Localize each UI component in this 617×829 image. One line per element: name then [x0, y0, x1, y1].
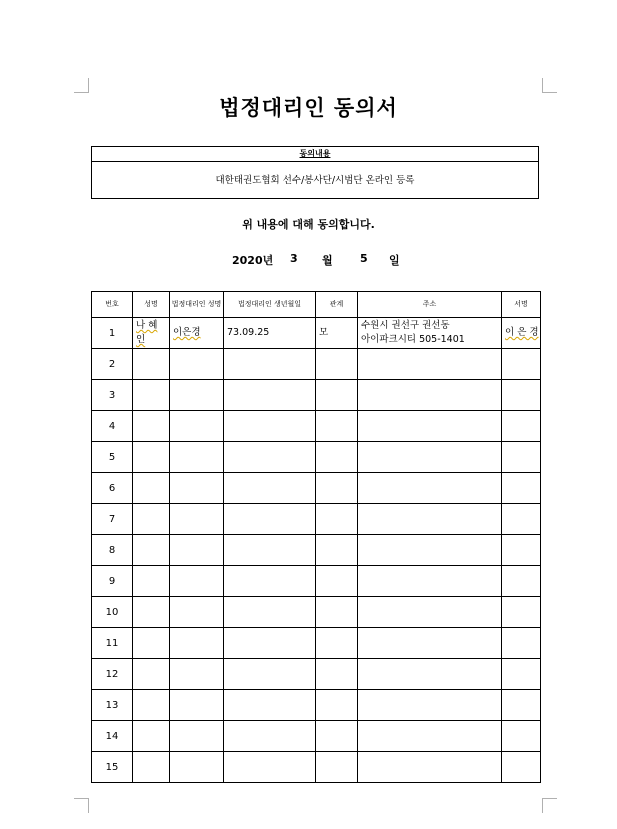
table-row [92, 628, 541, 659]
row-number: 9 [92, 566, 133, 597]
cell-guardian-name [170, 504, 224, 535]
row-number: 13 [92, 690, 133, 721]
crop-mark-bottom-right [542, 798, 557, 813]
cell-name [133, 411, 170, 442]
cell-guardian-birth [224, 659, 316, 690]
cell-relation [316, 597, 358, 628]
cell-guardian-birth [224, 690, 316, 721]
cell-address [358, 566, 502, 597]
cell-address [358, 504, 502, 535]
cell-relation [316, 411, 358, 442]
cell-relation [316, 721, 358, 752]
cell-signature [502, 442, 541, 473]
cell-signature [502, 566, 541, 597]
cell-signature [502, 659, 541, 690]
header-guardian-name: 법정대리인 성명 [170, 292, 224, 318]
cell-relation [316, 380, 358, 411]
cell-name [133, 566, 170, 597]
guardian-name-text: 이은경 [173, 327, 201, 338]
cell-signature [502, 411, 541, 442]
cell-guardian-name [170, 752, 224, 783]
row-number: 4 [92, 411, 133, 442]
cell-address [358, 349, 502, 380]
cell-name [133, 473, 170, 504]
cell-relation [316, 628, 358, 659]
row-number: 5 [92, 442, 133, 473]
signature-text: 이 은 경 [505, 327, 539, 338]
crop-mark-top-right [542, 78, 557, 93]
cell-address [358, 628, 502, 659]
cell-guardian-birth [224, 473, 316, 504]
cell-address [358, 473, 502, 504]
cell-address [358, 411, 502, 442]
table-row [92, 752, 541, 783]
header-name: 성명 [133, 292, 170, 318]
table-row [92, 597, 541, 628]
cell-guardian-name [170, 380, 224, 411]
cell-guardian-name [170, 411, 224, 442]
row-number: 3 [92, 380, 133, 411]
cell-guardian-name [170, 442, 224, 473]
cell-guardian-name [170, 628, 224, 659]
cell-guardian-name [170, 721, 224, 752]
agree-statement: 위 내용에 대해 동의합니다. [242, 218, 375, 231]
address-line-1: 수원시 권선구 권선동 [361, 320, 450, 331]
row-number: 14 [92, 721, 133, 752]
registration-table [91, 291, 541, 783]
cell-guardian-birth [224, 411, 316, 442]
cell-guardian-name [170, 318, 224, 349]
cell-address [358, 752, 502, 783]
cell-relation [316, 473, 358, 504]
cell-guardian-birth [224, 566, 316, 597]
cell-address [358, 380, 502, 411]
table-row [92, 690, 541, 721]
cell-signature [502, 380, 541, 411]
crop-mark-bottom-left [74, 798, 89, 813]
relation-text: 모 [319, 327, 329, 338]
cell-guardian-birth [224, 504, 316, 535]
cell-guardian-name [170, 349, 224, 380]
cell-signature [502, 504, 541, 535]
cell-address [358, 535, 502, 566]
date-day-number: 5 [360, 252, 368, 265]
table-row [92, 473, 541, 504]
cell-signature [502, 473, 541, 504]
table-row [92, 442, 541, 473]
cell-guardian-birth [224, 628, 316, 659]
cell-name [133, 628, 170, 659]
table-row [92, 380, 541, 411]
row-number: 11 [92, 628, 133, 659]
row-number: 1 [92, 318, 133, 349]
cell-name [133, 380, 170, 411]
date-month-label: 월 [322, 254, 333, 267]
cell-guardian-birth [224, 442, 316, 473]
cell-address [358, 721, 502, 752]
cell-relation [316, 535, 358, 566]
cell-guardian-name [170, 566, 224, 597]
cell-signature [502, 597, 541, 628]
cell-relation [316, 318, 358, 349]
row-number: 6 [92, 473, 133, 504]
cell-guardian-birth [224, 597, 316, 628]
row-number: 7 [92, 504, 133, 535]
cell-address [358, 597, 502, 628]
cell-name [133, 752, 170, 783]
header-no: 번호 [92, 292, 133, 318]
date-day-label: 일 [389, 254, 400, 267]
cell-relation [316, 442, 358, 473]
cell-guardian-name [170, 597, 224, 628]
cell-address [358, 659, 502, 690]
document-title: 법정대리인 동의서 [219, 95, 398, 120]
cell-relation [316, 566, 358, 597]
cell-signature [502, 690, 541, 721]
cell-guardian-name [170, 473, 224, 504]
header-signature: 서명 [502, 292, 541, 318]
guardian-birth-text: 73.09.25 [227, 327, 270, 338]
cell-guardian-birth [224, 349, 316, 380]
cell-signature [502, 721, 541, 752]
consent-box [91, 146, 539, 199]
table-row [92, 411, 541, 442]
table-row [92, 349, 541, 380]
cell-relation [316, 659, 358, 690]
header-address: 주소 [358, 292, 502, 318]
cell-name [133, 318, 170, 349]
cell-address [358, 318, 502, 349]
header-relation: 관계 [316, 292, 358, 318]
cell-signature [502, 628, 541, 659]
table-row [92, 721, 541, 752]
name-text: 나 혜 인 [136, 320, 158, 345]
table-row [92, 535, 541, 566]
cell-name [133, 597, 170, 628]
table-header-row [92, 292, 541, 318]
table-row [92, 659, 541, 690]
cell-guardian-name [170, 659, 224, 690]
cell-signature [502, 318, 541, 349]
consent-body: 대한태권도협회 선수/봉사단/시범단 온라인 등록 [215, 175, 415, 186]
row-number: 10 [92, 597, 133, 628]
cell-relation [316, 752, 358, 783]
row-number: 12 [92, 659, 133, 690]
cell-signature [502, 752, 541, 783]
date-month-number: 3 [290, 252, 298, 265]
cell-name [133, 442, 170, 473]
crop-mark-top-left [74, 78, 89, 93]
cell-guardian-birth [224, 535, 316, 566]
cell-name [133, 690, 170, 721]
cell-relation [316, 504, 358, 535]
row-number: 2 [92, 349, 133, 380]
header-guardian-birth: 법정대리인 생년월일 [224, 292, 316, 318]
table-row [92, 566, 541, 597]
cell-name [133, 504, 170, 535]
cell-signature [502, 535, 541, 566]
cell-relation [316, 349, 358, 380]
address-line-2: 아이파크시티 505-1401 [361, 334, 465, 345]
cell-guardian-birth [224, 721, 316, 752]
cell-address [358, 442, 502, 473]
cell-address [358, 690, 502, 721]
consent-header: 동의내용 [92, 147, 538, 162]
cell-relation [316, 690, 358, 721]
cell-name [133, 659, 170, 690]
cell-name [133, 721, 170, 752]
row-number: 15 [92, 752, 133, 783]
row-number: 8 [92, 535, 133, 566]
cell-guardian-birth [224, 318, 316, 349]
cell-guardian-birth [224, 752, 316, 783]
cell-guardian-birth [224, 380, 316, 411]
table-row [92, 318, 541, 349]
cell-name [133, 349, 170, 380]
cell-signature [502, 349, 541, 380]
cell-guardian-name [170, 690, 224, 721]
date-year: 2020년 [232, 254, 274, 267]
cell-name [133, 535, 170, 566]
table-row [92, 504, 541, 535]
cell-guardian-name [170, 535, 224, 566]
